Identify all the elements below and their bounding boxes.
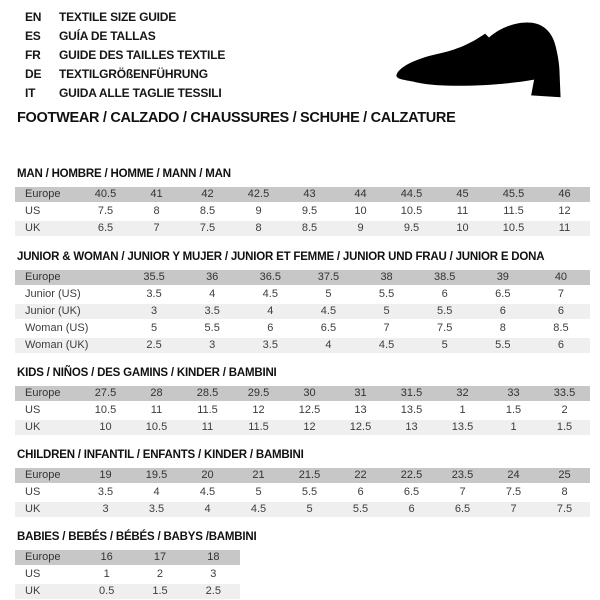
row-label: US <box>15 485 80 500</box>
size-value: 10.5 <box>131 420 182 435</box>
size-value: 13 <box>335 403 386 418</box>
size-value: 11.5 <box>488 204 539 219</box>
size-value: 3.5 <box>183 304 241 319</box>
language-label: GUIDE DES TAILLES TEXTILE <box>59 48 226 62</box>
table-row <box>15 420 590 435</box>
size-value: 1 <box>437 403 488 418</box>
size-value: 40.5 <box>80 187 131 202</box>
size-value: 2.5 <box>125 338 183 353</box>
size-value: 0.5 <box>80 584 133 599</box>
size-value: 12.5 <box>284 403 335 418</box>
size-value: 45.5 <box>488 187 539 202</box>
size-value: 7 <box>437 485 488 500</box>
size-value: 9 <box>335 221 386 236</box>
row-label: UK <box>15 502 80 517</box>
table-row <box>15 287 590 302</box>
language-row <box>25 27 225 46</box>
size-value: 42 <box>182 187 233 202</box>
language-code: ES <box>25 29 41 43</box>
size-value: 7 <box>358 321 416 336</box>
size-value: 6 <box>386 502 437 517</box>
size-value: 4.5 <box>358 338 416 353</box>
size-value: 3.5 <box>125 287 183 302</box>
size-value: 5 <box>125 321 183 336</box>
table-row <box>15 270 590 285</box>
size-value: 1 <box>488 420 539 435</box>
size-value: 21.5 <box>284 468 335 483</box>
table-row <box>15 403 590 418</box>
size-value: 10 <box>437 221 488 236</box>
size-value: 3 <box>183 338 241 353</box>
table-row <box>15 584 240 599</box>
size-value: 4 <box>241 304 299 319</box>
size-value: 37.5 <box>299 270 357 285</box>
size-table-section <box>15 250 591 355</box>
size-value: 12 <box>233 403 284 418</box>
size-value: 11.5 <box>182 403 233 418</box>
row-label: UK <box>15 420 80 435</box>
size-value: 24 <box>488 468 539 483</box>
size-value: 6.5 <box>474 287 532 302</box>
row-label: Europe <box>15 187 80 202</box>
language-code: DE <box>25 67 42 81</box>
size-value: 28 <box>131 386 182 401</box>
size-value: 21 <box>233 468 284 483</box>
language-row <box>25 46 225 65</box>
size-value: 4.5 <box>233 502 284 517</box>
size-value: 3.5 <box>131 502 182 517</box>
size-value: 38.5 <box>416 270 474 285</box>
size-value: 39 <box>474 270 532 285</box>
size-value: 8.5 <box>182 204 233 219</box>
row-label: US <box>15 567 80 582</box>
table-row <box>15 221 590 236</box>
table-title: MAN / HOMBRE / HOMME / MANN / MAN <box>17 168 231 180</box>
size-value: 28.5 <box>182 386 233 401</box>
size-value: 8.5 <box>284 221 335 236</box>
size-value: 35.5 <box>125 270 183 285</box>
size-value: 4 <box>183 287 241 302</box>
size-value: 31.5 <box>386 386 437 401</box>
size-value: 3 <box>125 304 183 319</box>
size-value: 19.5 <box>131 468 182 483</box>
size-value: 6 <box>416 287 474 302</box>
table-row <box>15 386 590 401</box>
row-label: Europe <box>15 468 80 483</box>
size-value: 12 <box>539 204 590 219</box>
size-value: 4 <box>131 485 182 500</box>
size-value: 9.5 <box>386 221 437 236</box>
size-value: 5.5 <box>183 321 241 336</box>
row-label: UK <box>15 221 80 236</box>
size-value: 6.5 <box>80 221 131 236</box>
table-row <box>15 550 240 565</box>
size-value: 11 <box>182 420 233 435</box>
category-heading: FOOTWEAR / CALZADO / CHAUSSURES / SCHUHE / CALZATURE <box>17 110 456 126</box>
language-row <box>25 8 225 27</box>
size-value: 2 <box>539 403 590 418</box>
size-value: 7 <box>131 221 182 236</box>
size-value: 12 <box>284 420 335 435</box>
language-code: EN <box>25 10 42 24</box>
size-value: 8 <box>539 485 590 500</box>
size-value: 8 <box>474 321 532 336</box>
size-value: 33 <box>488 386 539 401</box>
language-label: GUÍA DE TALLAS <box>59 29 156 43</box>
size-table-section <box>15 448 591 519</box>
dress-shoe-icon <box>392 16 588 108</box>
row-label: Woman (UK) <box>15 338 125 353</box>
row-label: Woman (US) <box>15 321 125 336</box>
size-value: 19 <box>80 468 131 483</box>
table-title: JUNIOR & WOMAN / JUNIOR Y MUJER / JUNIOR ET FEMME / JUNIOR UND FRAU / JUNIOR E DONA <box>17 251 545 263</box>
size-value: 13 <box>386 420 437 435</box>
size-value: 31 <box>335 386 386 401</box>
size-value: 7.5 <box>539 502 590 517</box>
size-value: 11 <box>539 221 590 236</box>
size-value: 33.5 <box>539 386 590 401</box>
size-value: 10.5 <box>488 221 539 236</box>
size-value: 1.5 <box>133 584 186 599</box>
size-value: 2.5 <box>187 584 240 599</box>
size-value: 4.5 <box>299 304 357 319</box>
size-value: 3 <box>187 567 240 582</box>
size-value: 1.5 <box>488 403 539 418</box>
table-title: BABIES / BEBÉS / BÉBÉS / BABYS /BAMBINI <box>17 531 257 543</box>
size-value: 8 <box>131 204 182 219</box>
row-label: US <box>15 403 80 418</box>
table-row <box>15 502 590 517</box>
size-value: 6 <box>474 304 532 319</box>
size-value: 10 <box>80 420 131 435</box>
size-value: 5.5 <box>284 485 335 500</box>
size-value: 5 <box>358 304 416 319</box>
size-value: 5.5 <box>474 338 532 353</box>
size-value: 5.5 <box>416 304 474 319</box>
size-value: 36.5 <box>241 270 299 285</box>
size-value: 3.5 <box>80 485 131 500</box>
size-value: 4 <box>182 502 233 517</box>
size-value: 6.5 <box>299 321 357 336</box>
size-value: 38 <box>358 270 416 285</box>
size-value: 22 <box>335 468 386 483</box>
size-value: 40 <box>532 270 590 285</box>
language-list <box>25 8 225 103</box>
size-value: 7 <box>488 502 539 517</box>
size-value: 5 <box>416 338 474 353</box>
size-value: 20 <box>182 468 233 483</box>
table-row <box>15 304 590 319</box>
language-label: TEXTILE SIZE GUIDE <box>59 10 177 24</box>
language-row <box>25 65 225 84</box>
table-row <box>15 204 590 219</box>
size-value: 11.5 <box>233 420 284 435</box>
size-value: 41 <box>131 187 182 202</box>
size-value: 7 <box>532 287 590 302</box>
size-value: 6 <box>335 485 386 500</box>
row-label: Europe <box>15 386 80 401</box>
size-value: 4.5 <box>182 485 233 500</box>
size-value: 1.5 <box>539 420 590 435</box>
language-code: IT <box>25 86 36 100</box>
size-value: 4 <box>299 338 357 353</box>
size-value: 32 <box>437 386 488 401</box>
size-value: 3.5 <box>241 338 299 353</box>
size-value: 27.5 <box>80 386 131 401</box>
language-label: TEXTILGRÖßENFÜHRUNG <box>59 67 208 81</box>
size-tables <box>15 167 591 600</box>
table-title: KIDS / NIÑOS / DES GAMINS / KINDER / BAMBINI <box>17 367 277 379</box>
size-value: 7.5 <box>488 485 539 500</box>
table-row <box>15 338 590 353</box>
size-table-section <box>15 366 591 437</box>
size-table-section <box>15 167 591 238</box>
size-value: 6.5 <box>386 485 437 500</box>
size-value: 5 <box>299 287 357 302</box>
size-value: 8 <box>233 221 284 236</box>
size-value: 13.5 <box>386 403 437 418</box>
size-value: 6 <box>532 338 590 353</box>
size-value: 25 <box>539 468 590 483</box>
size-value: 9.5 <box>284 204 335 219</box>
size-value: 8.5 <box>532 321 590 336</box>
row-label: US <box>15 204 80 219</box>
size-value: 43 <box>284 187 335 202</box>
size-value: 5 <box>233 485 284 500</box>
row-label: Europe <box>15 270 125 285</box>
size-value: 11 <box>437 204 488 219</box>
size-value: 17 <box>133 550 186 565</box>
size-value: 5 <box>284 502 335 517</box>
size-value: 11 <box>131 403 182 418</box>
language-label: GUIDA ALLE TAGLIE TESSILI <box>59 86 222 100</box>
size-value: 18 <box>187 550 240 565</box>
size-value: 23.5 <box>437 468 488 483</box>
size-table-section <box>15 530 591 600</box>
size-value: 45 <box>437 187 488 202</box>
size-value: 12.5 <box>335 420 386 435</box>
table-row <box>15 567 240 582</box>
size-value: 2 <box>133 567 186 582</box>
size-value: 6 <box>532 304 590 319</box>
size-value: 10 <box>335 204 386 219</box>
size-value: 36 <box>183 270 241 285</box>
size-value: 44.5 <box>386 187 437 202</box>
language-row <box>25 84 225 103</box>
size-value: 7.5 <box>182 221 233 236</box>
size-value: 3 <box>80 502 131 517</box>
table-row <box>15 468 590 483</box>
size-value: 6.5 <box>437 502 488 517</box>
size-value: 16 <box>80 550 133 565</box>
row-label: UK <box>15 584 80 599</box>
size-value: 5.5 <box>335 502 386 517</box>
size-value: 30 <box>284 386 335 401</box>
table-title: CHILDREN / INFANTIL / ENFANTS / KINDER / BAMBINI <box>17 449 304 461</box>
size-value: 22.5 <box>386 468 437 483</box>
row-label: Junior (UK) <box>15 304 125 319</box>
table-row <box>15 187 590 202</box>
size-value: 9 <box>233 204 284 219</box>
size-value: 10.5 <box>386 204 437 219</box>
size-value: 42.5 <box>233 187 284 202</box>
size-value: 44 <box>335 187 386 202</box>
size-value: 7.5 <box>416 321 474 336</box>
size-value: 29.5 <box>233 386 284 401</box>
table-row <box>15 485 590 500</box>
size-value: 13.5 <box>437 420 488 435</box>
size-value: 5.5 <box>358 287 416 302</box>
size-value: 4.5 <box>241 287 299 302</box>
row-label: Junior (US) <box>15 287 125 302</box>
size-value: 46 <box>539 187 590 202</box>
size-value: 6 <box>241 321 299 336</box>
size-value: 7.5 <box>80 204 131 219</box>
row-label: Europe <box>15 550 80 565</box>
size-value: 10.5 <box>80 403 131 418</box>
table-row <box>15 321 590 336</box>
language-code: FR <box>25 48 41 62</box>
size-value: 1 <box>80 567 133 582</box>
